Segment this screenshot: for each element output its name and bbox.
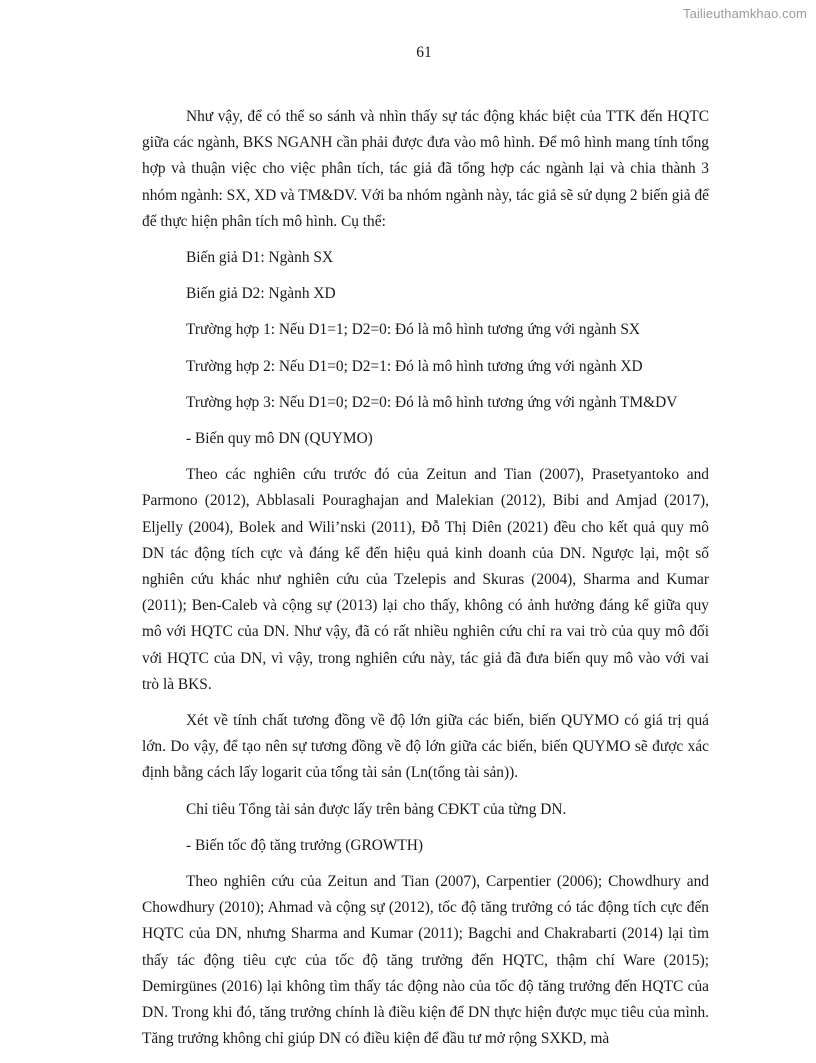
case-1: Trường hợp 1: Nếu D1=1; D2=0: Đó là mô hình tương ứng với ngành SX [186,321,641,339]
section-heading-firm-size: - Biến quy mô DN (QUYMO) [186,430,373,448]
page-number: 61 [416,44,432,61]
paragraph-firm-size-literature: Theo các nghiên cứu trước đó của Zeitun and Tian (2007), Prasetyantoko and Parmono (2012), Abblasali Pouraghajan and Malekian (2012), Bibi and Amjad (2017), Eljelly (2004), Bolek and Wili’nski (2011), Đỗ Thị Diên (2021) đều cho kết quả quy mô DN tác động tích cực và đáng kể đến hiệu quả kinh doanh của DN. Ngược lại, một số nghiên cứu khác như nghiên cứu của Tzelepis and Skuras (2004), Sharma and Kumar (2011); Ben-Caleb và cộng sự (2013) lại cho thấy, không có ảnh hưởng đáng kể giữa quy mô với HQTC của DN. Như vậy, đã có rất nhiều nghiên cứu chỉ ra vai trò của quy mô đối với HQTC của DN, vì vậy, trong nghiên cứu này, tác giả đã đưa biến quy mô vào với vai trò là BKS. [142,466,709,693]
paragraph-firm-size-measure: Xét về tính chất tương đồng về độ lớn giữa các biến, biến QUYMO có giá trị quá lớn. Do vậy, để tạo nên sự tương đồng về độ lớn giữa các biến, biến QUYMO sẽ được xác định bằng cách lấy logarit của tổng tài sản (Ln(tổng tài sản)). [142,712,709,782]
dummy-variable-d2: Biến giả D2: Ngành XD [186,285,336,303]
paragraph-intro: Như vậy, để có thể so sánh và nhìn thấy sự tác động khác biệt của TTK đến HQTC giữa các ngành, BKS NGANH cần phải được đưa vào mô hình. Để mô hình mang tính tổng hợp và thuận việc cho việc phân tích, tác giả đã tổng hợp các ngành lại và chia thành 3 nhóm ngành: SX, XD và TM&DV. Với ba nhóm ngành này, tác giả sẽ sử dụng 2 biến giả để để thực hiện phân tích mô hình. Cụ thể: [142,108,709,230]
section-heading-growth: - Biến tốc độ tăng trưởng (GROWTH) [186,836,424,854]
case-3: Trường hợp 3: Nếu D1=0; D2=0: Đó là mô hình tương ứng với ngành TM&DV [186,393,678,411]
dummy-variable-d1: Biến giả D1: Ngành SX [186,249,334,267]
paragraph-growth-literature: Theo nghiên cứu của Zeitun and Tian (2007), Carpentier (2006); Chowdhury and Chowdhury (2010); Ahmad và cộng sự (2012), tốc độ tăng trưởng có tác động tích cực đến HQTC của DN, nhưng Sharma and Kumar (2011); Bagchi and Chakrabarti (2014) lại tìm thấy tác động tiêu cực của tốc độ tăng trưởng đến HQTC, thậm chí Ware (2015); Demirgünes (2016) lại không tìm thấy tác động nào của tốc độ tăng trưởng đến HQTC của DN. Trong khi đó, tăng trưởng chính là điều kiện để DN thực hiện được mục tiêu của mình. Tăng trưởng không chỉ giúp DN có điều kiện để đầu tư mở rộng SXKD, mà [142,873,709,1048]
case-2: Trường hợp 2: Nếu D1=0; D2=1: Đó là mô hình tương ứng với ngành XD [186,357,643,375]
watermark-text: Tailieuthamkhao.com [682,6,807,21]
document-body [142,104,709,1063]
paragraph-total-assets-source: Chỉ tiêu Tổng tài sản được lấy trên bảng CĐKT của từng DN. [186,800,567,818]
